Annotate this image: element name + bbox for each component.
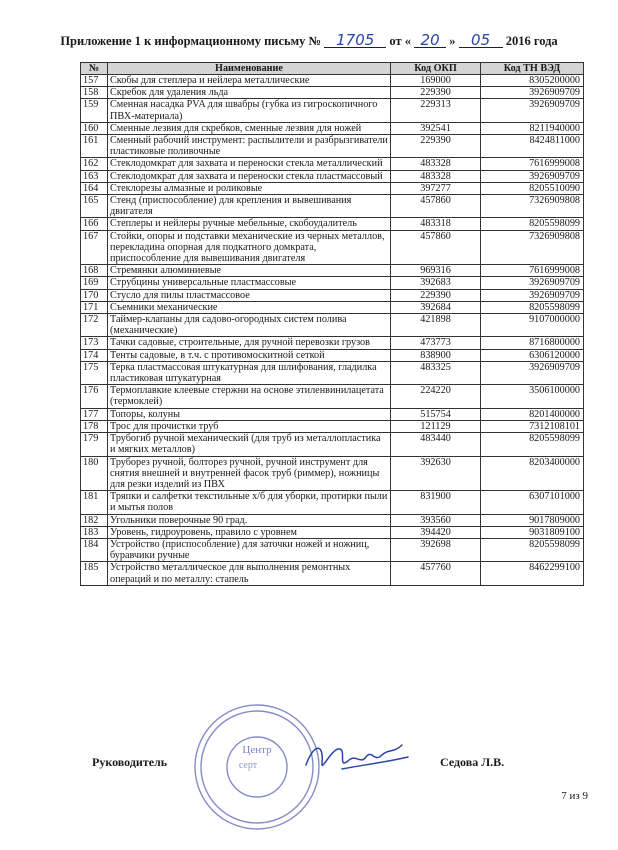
item-name: Стусло для пилы пластмассовое: [108, 289, 391, 301]
okp-code: 229390: [391, 87, 481, 99]
tnved-code: 6307101000: [481, 491, 584, 514]
okp-code: 515754: [391, 408, 481, 420]
item-name: Скребок для удаления льда: [108, 87, 391, 99]
table-body: [81, 75, 584, 586]
tnved-code: 3926909709: [481, 87, 584, 99]
item-name: Стеклорезы алмазные и роликовые: [108, 182, 391, 194]
okp-code: 392541: [391, 122, 481, 134]
letter-number-handwritten: 1705: [324, 33, 386, 48]
document-title: [0, 33, 618, 49]
table-row: [81, 277, 584, 289]
tnved-code: 9107000000: [481, 314, 584, 337]
item-name: Стремянки алюминиевые: [108, 265, 391, 277]
row-number: 174: [81, 349, 108, 361]
okp-code: 969316: [391, 265, 481, 277]
table-row: [81, 195, 584, 218]
item-name: Степлеры и нейлеры ручные мебельные, скобоудалитель: [108, 218, 391, 230]
tnved-code: 8205510090: [481, 182, 584, 194]
okp-code: 483440: [391, 433, 481, 456]
row-number: 157: [81, 75, 108, 87]
okp-code: 473773: [391, 337, 481, 349]
tnved-code: 3926909709: [481, 277, 584, 289]
okp-code: 457760: [391, 562, 481, 585]
item-name: Терка пластмассовая штукатурная для шлифования, гладилка пластиковая штукатурная: [108, 361, 391, 384]
item-name: Трос для прочистки труб: [108, 420, 391, 432]
tnved-code: 8205598099: [481, 301, 584, 313]
row-number: 181: [81, 491, 108, 514]
okp-code: 392698: [391, 538, 481, 561]
item-name: Съемники механические: [108, 301, 391, 313]
row-number: 166: [81, 218, 108, 230]
item-name: Тенты садовые, в т.ч. с противомоскитной сеткой: [108, 349, 391, 361]
products-table: [80, 62, 584, 586]
handwritten-signature: [302, 735, 412, 780]
item-name: Стеклодомкрат для захвата и переноски стекла пластмассовый: [108, 170, 391, 182]
table-row: [81, 170, 584, 182]
title-prefix: Приложение 1 к информационному письму №: [60, 34, 322, 48]
table-header-row: [81, 63, 584, 75]
item-name: Термоплавкие клеевые стержни на основе этиленвинилацетата (термоклей): [108, 385, 391, 408]
title-year: 2016 года: [505, 34, 558, 48]
row-number: 176: [81, 385, 108, 408]
table-row: [81, 337, 584, 349]
okp-code: 397277: [391, 182, 481, 194]
tnved-code: 7616999008: [481, 158, 584, 170]
okp-code: 229313: [391, 99, 481, 122]
item-name: Трубогиб ручной механический (для труб из металлопластика и мягких металлов): [108, 433, 391, 456]
table-row: [81, 289, 584, 301]
okp-code: 831900: [391, 491, 481, 514]
column-header-number: №: [81, 63, 108, 75]
stamp-center-text-2: серт: [238, 760, 258, 771]
item-name: Струбцины универсальные пластмассовые: [108, 277, 391, 289]
table-row: [81, 433, 584, 456]
okp-code: 229390: [391, 289, 481, 301]
row-number: 159: [81, 99, 108, 122]
column-header-name: Наименование: [108, 63, 391, 75]
table-row: [81, 408, 584, 420]
item-name: Сменные лезвия для скребков, сменные лезвия для ножей: [108, 122, 391, 134]
tnved-code: 9017809000: [481, 514, 584, 526]
item-name: Устройство металлическое для выполнения ремонтных операций и по металлу: стапель: [108, 562, 391, 585]
page-number: 7 из 9: [561, 790, 588, 802]
row-number: 179: [81, 433, 108, 456]
tnved-code: 8462299100: [481, 562, 584, 585]
table-row: [81, 75, 584, 87]
okp-code: 392684: [391, 301, 481, 313]
row-number: 175: [81, 361, 108, 384]
okp-code: 457860: [391, 230, 481, 265]
row-number: 184: [81, 538, 108, 561]
table-row: [81, 385, 584, 408]
okp-code: 457860: [391, 195, 481, 218]
item-name: Стойки, опоры и подставки механические из черных металлов, перекладина опорная для подкатного домкрата, приспособление для вывешивания двигателя: [108, 230, 391, 265]
row-number: 169: [81, 277, 108, 289]
tnved-code: 3926909709: [481, 99, 584, 122]
row-number: 160: [81, 122, 108, 134]
table-row: [81, 456, 584, 491]
tnved-code: 3926909709: [481, 361, 584, 384]
item-name: Угольники поверочные 90 град.: [108, 514, 391, 526]
item-name: Таймер-клапаны для садово-огородных систем полива (механические): [108, 314, 391, 337]
tnved-code: 3506100000: [481, 385, 584, 408]
row-number: 163: [81, 170, 108, 182]
row-number: 182: [81, 514, 108, 526]
item-name: Устройство (приспособление) для заточки ножей и ножниц, буравчики ручные: [108, 538, 391, 561]
tnved-code: 3926909709: [481, 170, 584, 182]
table-row: [81, 526, 584, 538]
okp-code: 393560: [391, 514, 481, 526]
column-header-okp: Код ОКП: [391, 63, 481, 75]
okp-code: 392630: [391, 456, 481, 491]
table-row: [81, 361, 584, 384]
tnved-code: 8305200000: [481, 75, 584, 87]
table-row: [81, 182, 584, 194]
row-number: 173: [81, 337, 108, 349]
tnved-code: 8205598099: [481, 538, 584, 561]
row-number: 178: [81, 420, 108, 432]
table-row: [81, 99, 584, 122]
okp-code: 394420: [391, 526, 481, 538]
row-number: 165: [81, 195, 108, 218]
item-name: Тачки садовые, строительные, для ручной перевозки грузов: [108, 337, 391, 349]
okp-code: 483318: [391, 218, 481, 230]
tnved-code: 8201400000: [481, 408, 584, 420]
row-number: 167: [81, 230, 108, 265]
title-quote-close: »: [449, 34, 456, 48]
stamp-center-text: Центр: [242, 744, 272, 756]
tnved-code: 8716800000: [481, 337, 584, 349]
okp-code: 483328: [391, 158, 481, 170]
item-name: Топоры, колуны: [108, 408, 391, 420]
tnved-code: 7326909808: [481, 195, 584, 218]
tnved-code: 6306120000: [481, 349, 584, 361]
table-row: [81, 514, 584, 526]
okp-code: 121129: [391, 420, 481, 432]
table-row: [81, 87, 584, 99]
column-header-tnved: Код ТН ВЭД: [481, 63, 584, 75]
item-name: Стенд (приспособление) для крепления и вывешивания двигателя: [108, 195, 391, 218]
item-name: Стеклодомкрат для захвата и переноски стекла металлический: [108, 158, 391, 170]
tnved-code: 7326909808: [481, 230, 584, 265]
okp-code: 392683: [391, 277, 481, 289]
tnved-code: 8211940000: [481, 122, 584, 134]
tnved-code: 8203400000: [481, 456, 584, 491]
item-name: Тряпки и салфетки текстильные х/б для уборки, протирки пыли и мытья полов: [108, 491, 391, 514]
row-number: 172: [81, 314, 108, 337]
row-number: 180: [81, 456, 108, 491]
date-day-handwritten: 20: [414, 33, 446, 48]
table-row: [81, 265, 584, 277]
row-number: 177: [81, 408, 108, 420]
row-number: 164: [81, 182, 108, 194]
tnved-code: 7616999008: [481, 265, 584, 277]
okp-code: 224220: [391, 385, 481, 408]
row-number: 171: [81, 301, 108, 313]
table-row: [81, 122, 584, 134]
signer-name: Седова Л.В.: [440, 755, 505, 769]
table-row: [81, 538, 584, 561]
item-name: Уровень, гидроуровень, правило с уровнем: [108, 526, 391, 538]
row-number: 170: [81, 289, 108, 301]
item-name: Скобы для степлера и нейлера металлические: [108, 75, 391, 87]
table-row: [81, 218, 584, 230]
table-row: [81, 420, 584, 432]
okp-code: 421898: [391, 314, 481, 337]
okp-code: 483325: [391, 361, 481, 384]
row-number: 162: [81, 158, 108, 170]
table-row: [81, 562, 584, 585]
okp-code: 483328: [391, 170, 481, 182]
table-row: [81, 491, 584, 514]
tnved-code: 3926909709: [481, 289, 584, 301]
table-row: [81, 349, 584, 361]
tnved-code: 8424811000: [481, 135, 584, 158]
row-number: 168: [81, 265, 108, 277]
title-from: от «: [389, 34, 411, 48]
table-row: [81, 158, 584, 170]
okp-code: 169000: [391, 75, 481, 87]
item-name: Сменная насадка PVA для швабры (губка из гигроскопичного ПВХ-материала): [108, 99, 391, 122]
tnved-code: 8205598099: [481, 433, 584, 456]
tnved-code: 8205598099: [481, 218, 584, 230]
item-name: Сменный рабочий инструмент: распылители и разбрызгиватели пластиковые поливочные: [108, 135, 391, 158]
row-number: 185: [81, 562, 108, 585]
item-name: Труборез ручной, болторез ручной, ручной инструмент для снятия внешней и внутренней фасок труб (риммер), ножницы для резки изделий из ПВХ: [108, 456, 391, 491]
table-row: [81, 135, 584, 158]
okp-code: 838900: [391, 349, 481, 361]
row-number: 161: [81, 135, 108, 158]
table-row: [81, 301, 584, 313]
signer-role: Руководитель: [92, 755, 168, 769]
row-number: 158: [81, 87, 108, 99]
tnved-code: 9031809100: [481, 526, 584, 538]
table-row: [81, 314, 584, 337]
date-month-handwritten: 05: [459, 33, 503, 48]
row-number: 183: [81, 526, 108, 538]
tnved-code: 7312108101: [481, 420, 584, 432]
table-row: [81, 230, 584, 265]
okp-code: 229390: [391, 135, 481, 158]
